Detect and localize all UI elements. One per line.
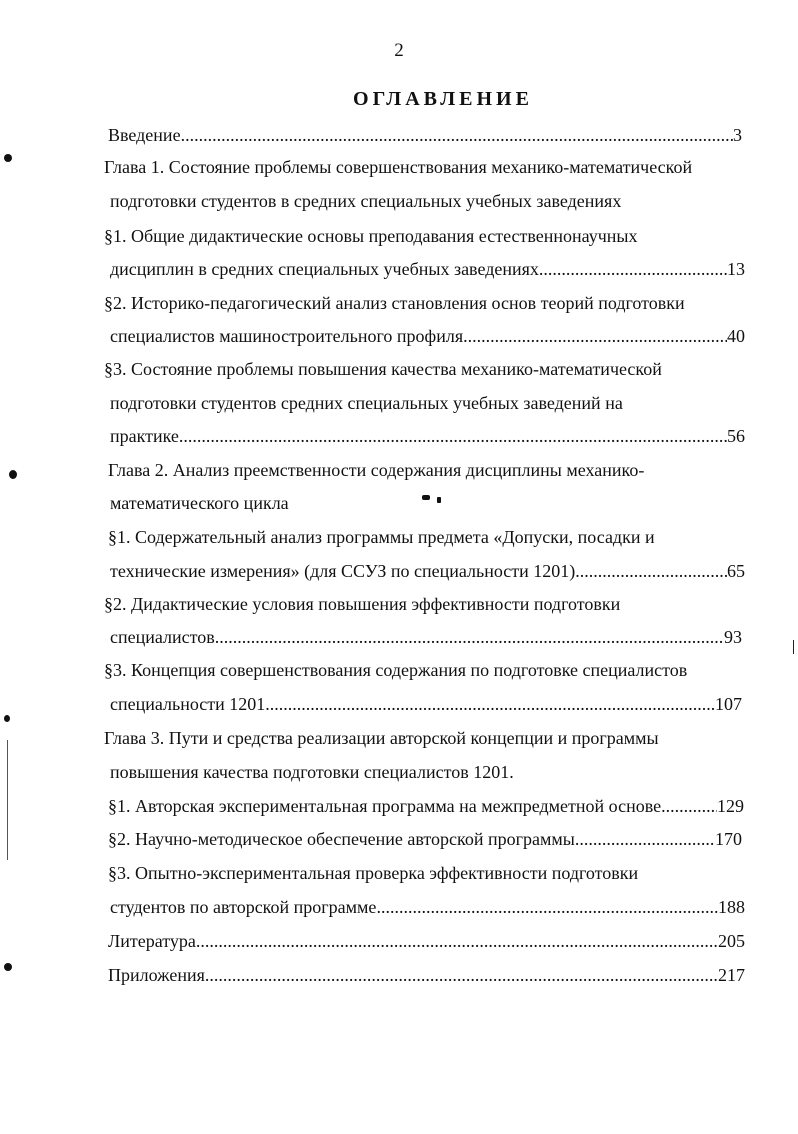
scan-line [7, 740, 8, 860]
toc-entry [104, 354, 744, 384]
toc-entry-page: 56 [727, 426, 745, 446]
toc-entry-page: 205 [718, 931, 745, 951]
toc-entry-page: 107 [715, 694, 742, 714]
toc-entry [110, 421, 745, 451]
toc-entry [104, 288, 744, 318]
scan-speck [4, 963, 12, 971]
toc-entry-page: 40 [727, 326, 745, 346]
scan-speck [4, 154, 12, 162]
toc-entry [110, 388, 750, 418]
toc-entry-text: §1. Общие дидактические основы преподавания естественнонаучных [104, 226, 638, 246]
toc-entry [108, 522, 748, 552]
scan-speck [422, 495, 430, 500]
toc-entry [110, 254, 745, 284]
toc-entry-page: 13 [727, 259, 745, 279]
toc-entry [108, 926, 745, 956]
scan-speck [437, 497, 441, 503]
toc-entry [108, 455, 748, 485]
toc-entry [108, 824, 742, 854]
toc-entry [110, 556, 745, 586]
toc-entry-page: 217 [718, 965, 745, 985]
toc-entry-page: 170 [715, 829, 742, 849]
toc-entry [108, 858, 748, 888]
toc-entry [110, 321, 745, 351]
toc-entry [108, 960, 745, 990]
toc-entry-text: Литература [108, 931, 196, 951]
toc-entry-page: 3 [733, 125, 742, 145]
toc-entry-text: специальности 1201 [110, 694, 266, 714]
toc-entry-page: 93 [724, 627, 742, 647]
scan-speck [9, 470, 17, 479]
scan-speck [4, 715, 10, 722]
toc-entry [104, 655, 746, 685]
toc-entry-text: дисциплин в средних специальных учебных заведениях [110, 259, 539, 279]
toc-entry-text: Глава 1. Состояние проблемы совершенствования механико-математической [104, 157, 693, 177]
toc-entry-text: Введение [108, 125, 181, 145]
toc-entry-page: 65 [727, 561, 745, 581]
toc-entry [108, 120, 742, 150]
page-number: 2 [394, 40, 404, 61]
toc-entry-text: повышения качества подготовки специалистов 1201. [110, 762, 514, 782]
toc-entry [104, 723, 744, 753]
toc-entry [110, 488, 750, 518]
toc-entry-text: §1. Авторская экспериментальная программа на межпредметной основе [108, 796, 662, 816]
toc-entry-text: §1. Содержательный анализ программы предмета «Допуски, посадки и [108, 527, 655, 547]
toc-entry-text: Приложения [108, 965, 205, 985]
toc-entry-text: §2. Историко-педагогический анализ становления основ теорий подготовки [104, 293, 685, 313]
toc-entry-text: Глава 3. Пути и средства реализации авторской концепции и программы [104, 728, 659, 748]
toc-entry-text: подготовки студентов средних специальных учебных заведений на [110, 393, 623, 413]
toc-entry-text: Глава 2. Анализ преемственности содержания дисциплины механико- [108, 460, 645, 480]
toc-entry-text: §3. Опытно-экспериментальная проверка эффективности подготовки [108, 863, 639, 883]
toc-entry [110, 622, 742, 652]
toc-entry [108, 791, 744, 821]
toc-entry-text: специалистов машиностроительного профиля [110, 326, 464, 346]
toc-entry-text: §3. Состояние проблемы повышения качества механико-математической [104, 359, 662, 379]
toc-entry-page: 129 [717, 796, 744, 816]
toc-entry [104, 589, 744, 619]
toc-entry [110, 892, 745, 922]
toc-entry-text: технические измерения» (для ССУЗ по специальности 1201) [110, 561, 576, 581]
page-title: ОГЛАВЛЕНИЕ [353, 88, 533, 110]
toc-entry-text: §2. Научно-методическое обеспечение авторской программы [108, 829, 575, 849]
toc-entry [104, 221, 744, 251]
toc-entry [104, 152, 744, 182]
toc-entry-text: практике [110, 426, 179, 446]
scan-line [793, 640, 794, 654]
toc-entry [110, 186, 750, 216]
toc-entry [110, 757, 750, 787]
toc-entry-text: студентов по авторской программе [110, 897, 377, 917]
toc-entry-text: подготовки студентов в средних специальных учебных заведениях [110, 191, 622, 211]
toc-entry-text: §2. Дидактические условия повышения эффективности подготовки [104, 594, 621, 614]
toc-entry [110, 689, 742, 719]
toc-entry-text: §3. Концепция совершенствования содержания по подготовке специалистов [104, 660, 688, 680]
toc-entry-text: математического цикла [110, 493, 289, 513]
toc-entry-page: 188 [718, 897, 745, 917]
toc-entry-text: специалистов [110, 627, 215, 647]
